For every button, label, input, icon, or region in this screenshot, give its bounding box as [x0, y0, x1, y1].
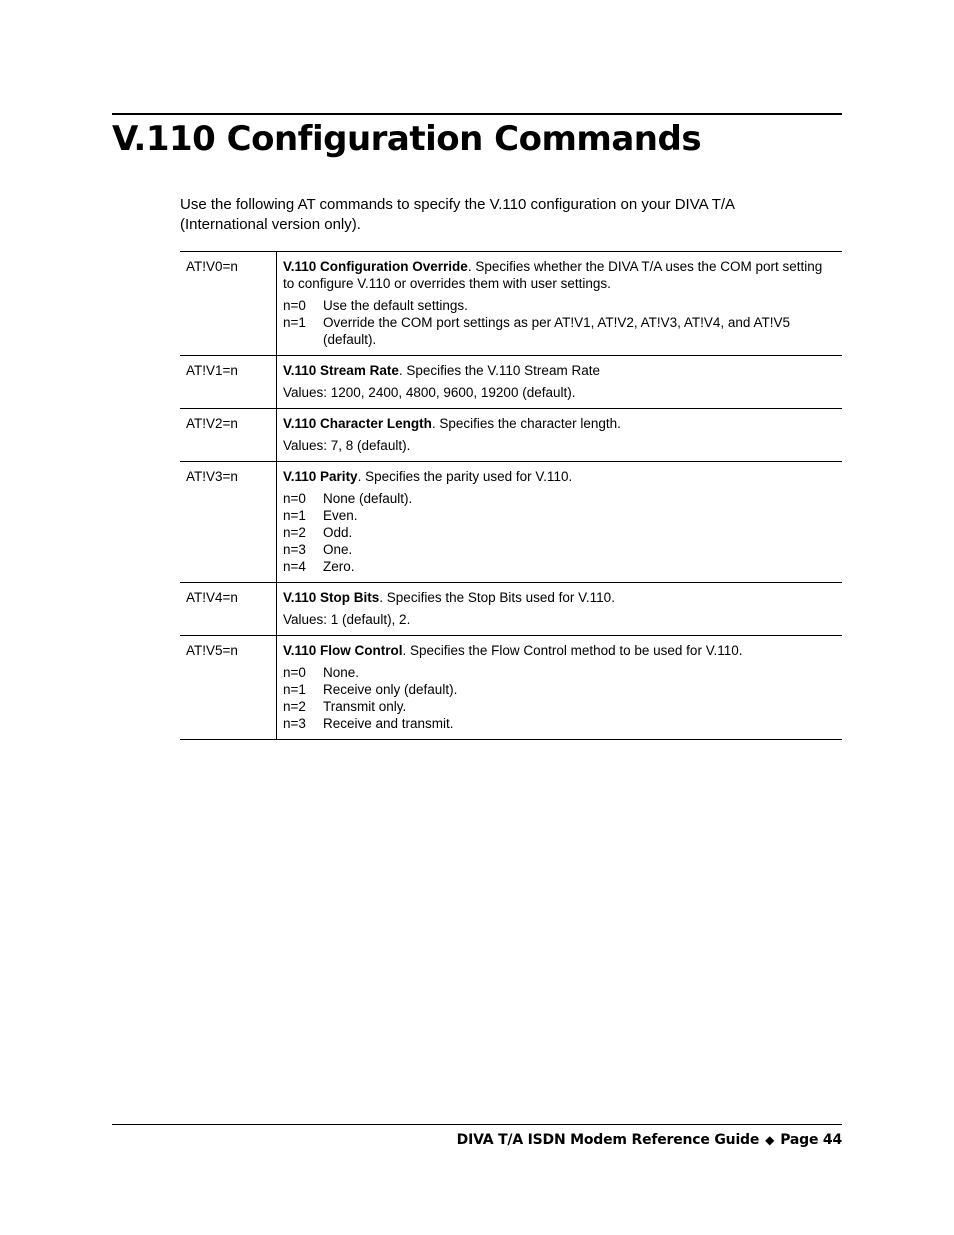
command-code: AT!V4=n — [180, 583, 277, 636]
option-value: None. — [323, 665, 360, 680]
option-key: n=0 — [283, 665, 306, 680]
command-code: AT!V5=n — [180, 636, 277, 740]
command-row — [180, 409, 842, 462]
option-list — [283, 490, 836, 575]
page-footer — [457, 1132, 842, 1148]
command-summary: . Specifies the parity used for V.110. — [357, 469, 573, 484]
option-value: One. — [323, 542, 353, 557]
option-key: n=1 — [283, 315, 306, 330]
command-name: V.110 Flow Control — [283, 643, 403, 658]
option-item — [283, 558, 836, 575]
command-description — [277, 583, 843, 636]
command-code: AT!V1=n — [180, 356, 277, 409]
page-title: V.110 Configuration Commands — [112, 119, 702, 159]
description-line — [283, 258, 836, 292]
option-key: n=1 — [283, 682, 306, 697]
option-value: Odd. — [323, 525, 353, 540]
option-key: n=4 — [283, 559, 306, 574]
command-name: V.110 Parity — [283, 469, 358, 484]
option-value: Even. — [323, 508, 358, 523]
command-summary: . Specifies the Flow Control method to be used for V.110. — [402, 643, 743, 658]
option-key: n=0 — [283, 491, 306, 506]
command-row — [180, 356, 842, 409]
option-key: n=3 — [283, 542, 306, 557]
command-code: AT!V2=n — [180, 409, 277, 462]
command-summary: . Specifies the V.110 Stream Rate — [398, 363, 600, 378]
commands-table — [180, 251, 842, 740]
command-code: AT!V3=n — [180, 462, 277, 583]
command-description — [277, 356, 843, 409]
option-item — [283, 297, 836, 314]
option-value: Zero. — [323, 559, 355, 574]
option-value: None (default). — [323, 491, 413, 506]
option-list — [283, 297, 836, 348]
description-line — [283, 589, 836, 606]
description-line — [283, 362, 836, 379]
option-list — [283, 664, 836, 732]
command-row — [180, 462, 842, 583]
option-value: Receive and transmit. — [323, 716, 454, 731]
option-item — [283, 541, 836, 558]
option-key: n=0 — [283, 298, 306, 313]
command-row — [180, 636, 842, 740]
values-line: Values: 1200, 2400, 4800, 9600, 19200 (default). — [283, 385, 576, 400]
option-item — [283, 314, 836, 348]
option-item — [283, 524, 836, 541]
command-description — [277, 409, 843, 462]
command-description — [277, 462, 843, 583]
command-name: V.110 Configuration Override — [283, 259, 468, 274]
command-code: AT!V0=n — [180, 252, 277, 356]
command-row — [180, 583, 842, 636]
intro-paragraph: Use the following AT commands to specify the V.110 configuration on your DIVA T/A (International version only). — [180, 196, 735, 233]
values-line: Values: 7, 8 (default). — [283, 438, 411, 453]
command-row — [180, 252, 842, 356]
command-name: V.110 Stream Rate — [283, 363, 399, 378]
diamond-icon: ◆ — [765, 1133, 775, 1147]
values-line: Values: 1 (default), 2. — [283, 612, 411, 627]
footer-rule — [112, 1124, 842, 1125]
option-value: Receive only (default). — [323, 682, 458, 697]
option-item — [283, 715, 836, 732]
option-value: Override the COM port settings as per AT!V1, AT!V2, AT!V3, AT!V4, and AT!V5 (default). — [323, 315, 790, 347]
option-value: Transmit only. — [323, 699, 407, 714]
command-description — [277, 252, 843, 356]
description-line — [283, 642, 836, 659]
description-line — [283, 468, 836, 485]
option-value: Use the default settings. — [323, 298, 468, 313]
option-key: n=2 — [283, 525, 306, 540]
option-key: n=2 — [283, 699, 306, 714]
option-item — [283, 490, 836, 507]
option-item — [283, 664, 836, 681]
command-summary: . Specifies the Stop Bits used for V.110. — [379, 590, 615, 605]
option-key: n=1 — [283, 508, 306, 523]
option-key: n=3 — [283, 716, 306, 731]
command-name: V.110 Stop Bits — [283, 590, 380, 605]
option-item — [283, 681, 836, 698]
option-item — [283, 698, 836, 715]
command-summary: . Specifies whether the DIVA T/A uses the COM port setting to configure V.110 or overrides them with user settings. — [283, 259, 823, 291]
footer-page-number: Page 44 — [780, 1132, 842, 1148]
command-name: V.110 Character Length — [283, 416, 432, 431]
description-line — [283, 415, 836, 432]
footer-guide-title: DIVA T/A ISDN Modem Reference Guide — [456, 1132, 760, 1148]
command-description — [277, 636, 843, 740]
title-rule — [112, 113, 842, 115]
command-summary: . Specifies the character length. — [431, 416, 621, 431]
option-item — [283, 507, 836, 524]
